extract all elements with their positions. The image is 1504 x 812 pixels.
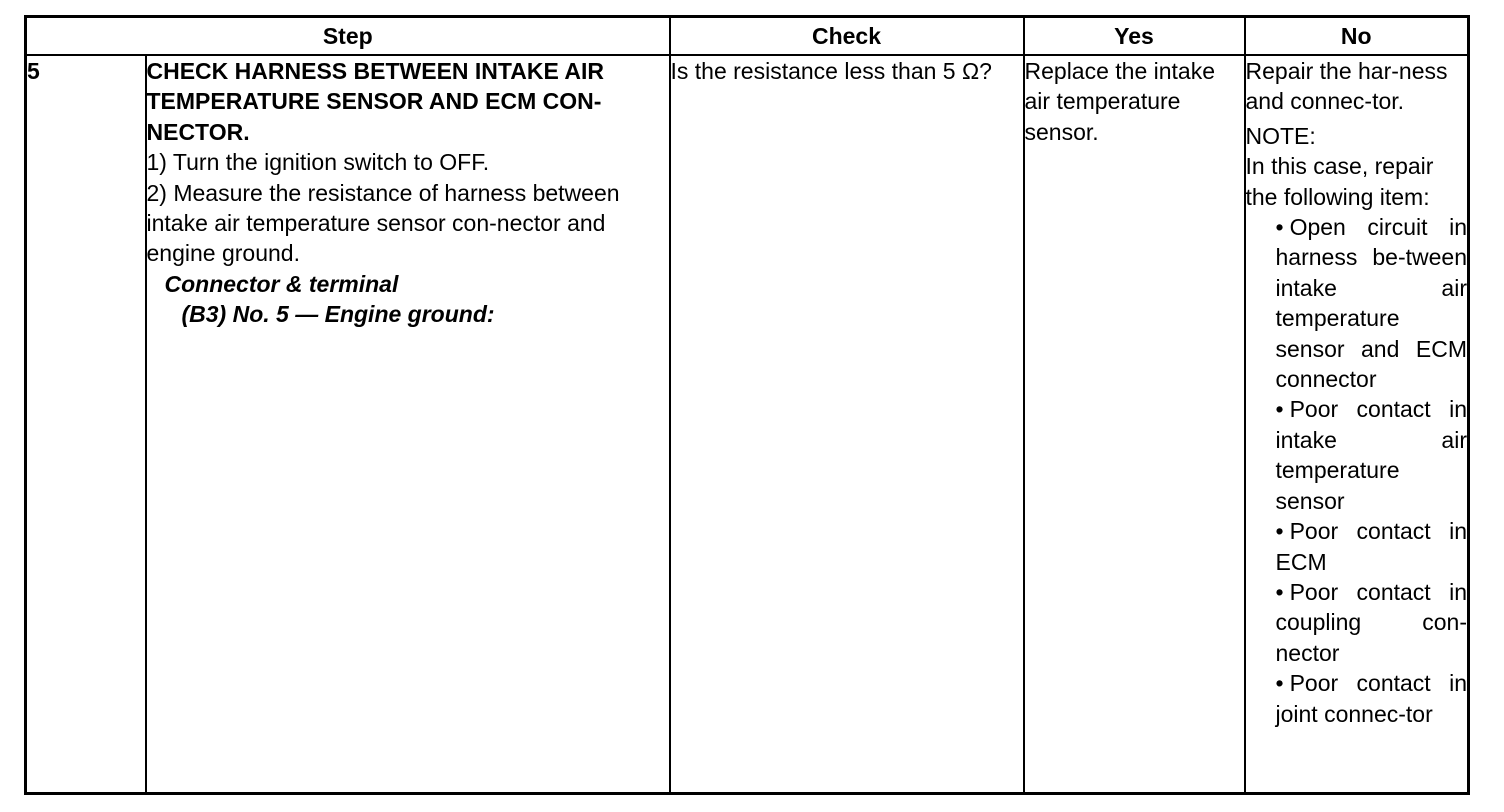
list-item [1276, 668, 1468, 729]
note-item-text: Open circuit in harness be-tween intake air temperature sensor and ECM connector [1275, 214, 1467, 393]
header-no: No [1245, 17, 1469, 56]
step-cell [146, 55, 670, 794]
note-label: NOTE: [1245, 122, 1316, 149]
check-cell [670, 55, 1024, 794]
step-number: 5 [26, 55, 146, 794]
step-line-2: 2) Measure the resistance of harness between intake air temperature sensor con-nector and engine ground. [146, 179, 620, 267]
note-item-text: Poor contact in ECM [1275, 518, 1467, 575]
bullet-icon: • [1275, 214, 1284, 241]
note-item-text: Poor contact in intake air temperature sensor [1275, 396, 1467, 514]
no-text: Repair the har-ness and connec-tor. [1245, 58, 1448, 115]
note-item-text: Poor contact in joint connec-tor [1275, 670, 1467, 727]
bullet-icon: • [1275, 670, 1284, 697]
header-row [26, 17, 1469, 56]
bullet-icon: • [1275, 518, 1284, 545]
table-row [26, 55, 1469, 794]
header-yes: Yes [1024, 17, 1245, 56]
check-text: Is the resistance less than 5 Ω? [670, 58, 992, 84]
connector-value: (B3) No. 5 — Engine ground: [181, 301, 495, 328]
list-item [1276, 577, 1468, 668]
bullet-icon: • [1275, 578, 1284, 605]
yes-text: Replace the intake air temperature sensor. [1024, 58, 1216, 145]
yes-cell [1024, 55, 1245, 794]
step-line-1: 1) Turn the ignition switch to OFF. [146, 149, 490, 176]
header-check: Check [670, 17, 1024, 56]
list-item [1276, 516, 1468, 577]
note-items [1246, 212, 1468, 729]
no-cell [1245, 55, 1469, 794]
header-step: Step [26, 17, 670, 56]
diagnostic-table [24, 15, 1470, 795]
list-item [1276, 212, 1468, 394]
step-title: CHECK HARNESS BETWEEN INTAKE AIR TEMPERATURE SENSOR AND ECM CON-NECTOR. [146, 58, 604, 145]
bullet-icon: • [1275, 396, 1284, 423]
note-text: In this case, repair the following item: [1245, 153, 1434, 210]
connector-label: Connector & terminal [164, 270, 399, 297]
note-item-text: Poor contact in coupling con-nector [1275, 578, 1467, 666]
list-item [1276, 394, 1468, 516]
